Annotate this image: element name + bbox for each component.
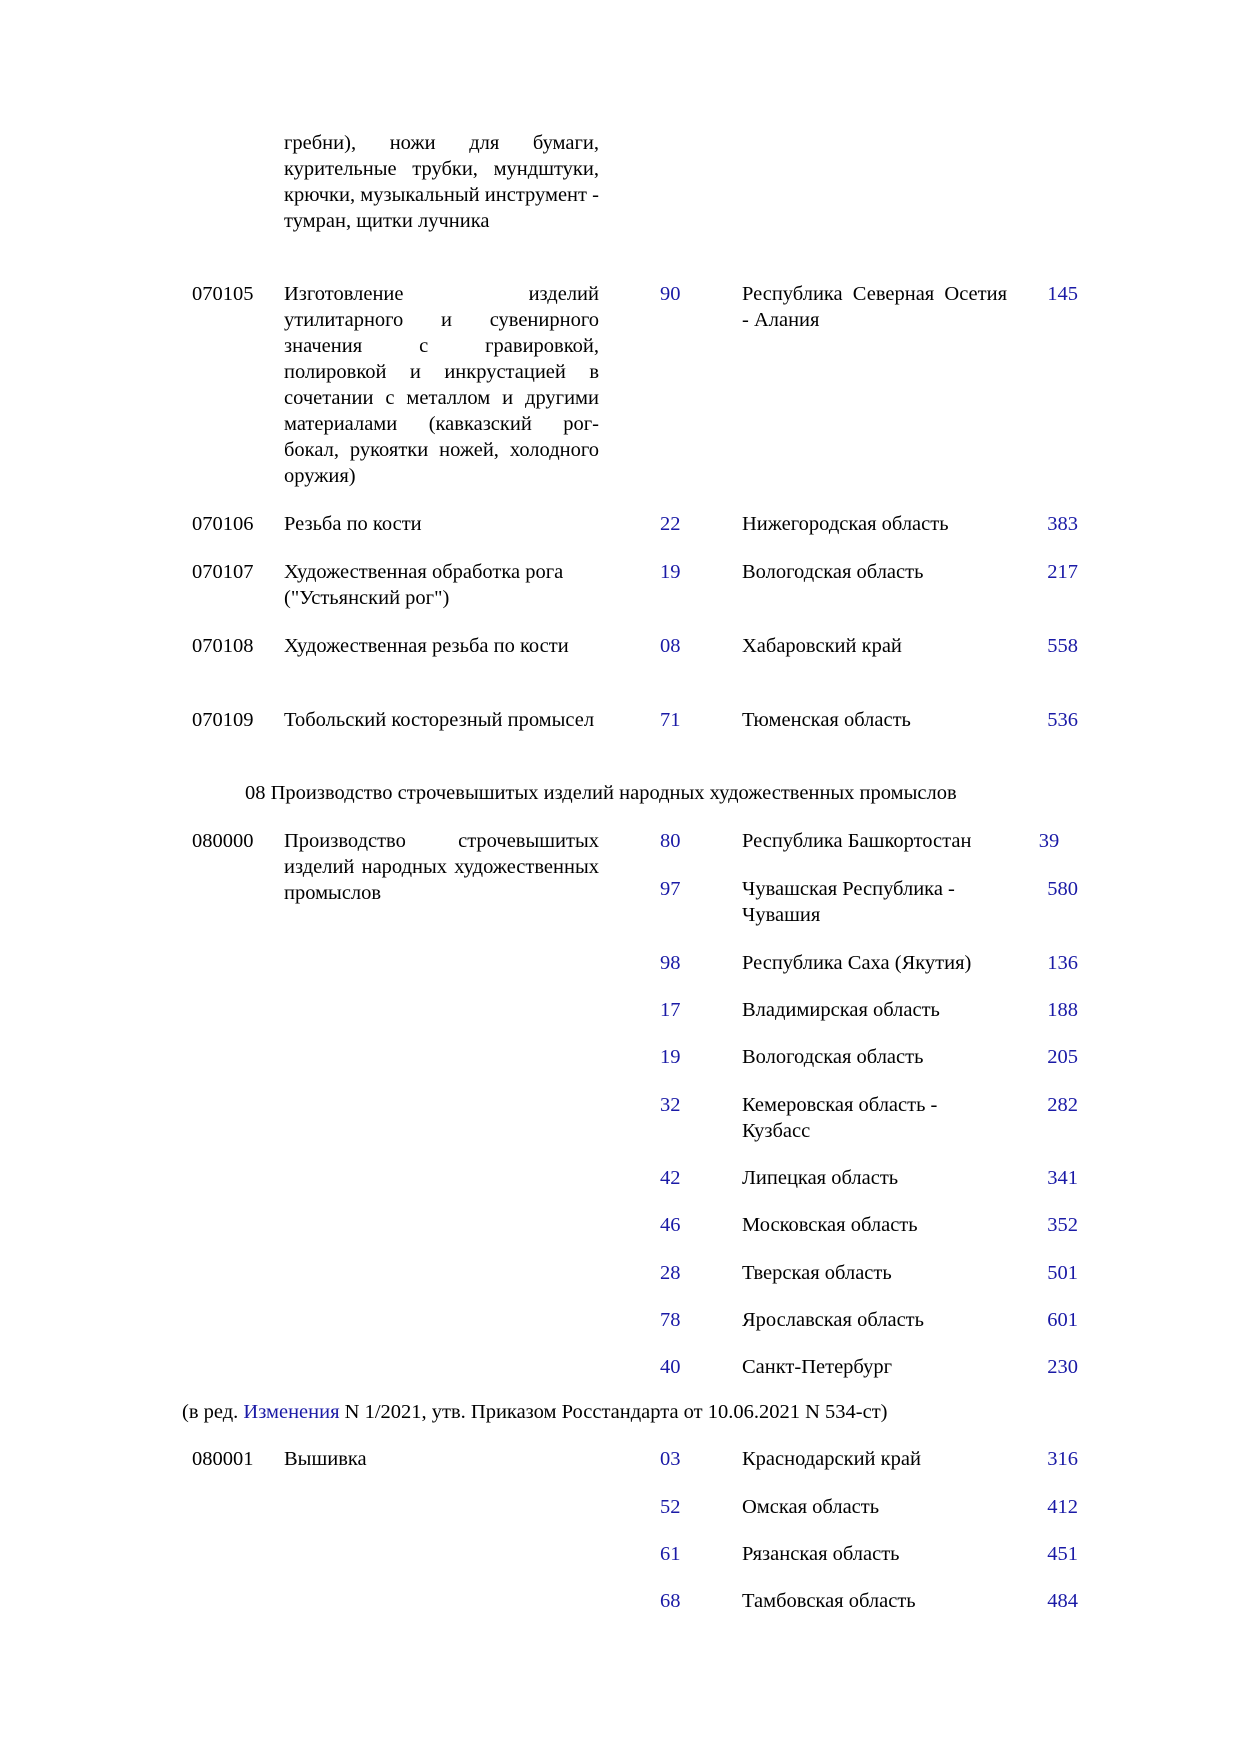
region-name: Республика Северная Осетия - Алания <box>742 283 1007 331</box>
place-number-link[interactable]: 383 <box>1047 513 1078 535</box>
region-name: Ярославская область <box>742 1309 924 1331</box>
okved-code: 070107 <box>192 561 254 583</box>
region-name: Чувашская Республика - Чувашия <box>742 878 955 926</box>
region-name: Вологодская область <box>742 1046 924 1068</box>
region-code-link[interactable]: 78 <box>660 1309 681 1331</box>
place-number-link[interactable]: 217 <box>1047 561 1078 583</box>
region-name: Республика Саха (Якутия) <box>742 952 972 974</box>
okved-code: 070105 <box>192 283 254 305</box>
place-number-link[interactable]: 601 <box>1047 1309 1078 1331</box>
region-name: Тюменская область <box>742 709 911 731</box>
place-number-link[interactable]: 352 <box>1047 1214 1078 1236</box>
region-code-link[interactable]: 80 <box>660 830 681 852</box>
region-code-link[interactable]: 52 <box>660 1496 681 1518</box>
region-code-link[interactable]: 61 <box>660 1543 681 1565</box>
place-number-link[interactable]: 145 <box>1047 283 1078 305</box>
place-number-link[interactable]: 536 <box>1047 709 1078 731</box>
place-number-link[interactable]: 341 <box>1047 1167 1078 1189</box>
region-code-link[interactable]: 03 <box>660 1448 681 1470</box>
craft-name: Изготовление изделий утилитарного и сувенирного значения с гравировкой, полировкой и инкрустацией в сочетании с металлом и другими материалами (кавказский рог-бокал, рукоятки ножей, холодного оружия) <box>284 283 599 487</box>
region-code-link[interactable]: 32 <box>660 1094 681 1116</box>
okved-code: 080001 <box>192 1448 254 1470</box>
region-code-link[interactable]: 46 <box>660 1214 681 1236</box>
place-number-link[interactable]: 558 <box>1047 635 1078 657</box>
place-number-link[interactable]: 451 <box>1047 1543 1078 1565</box>
okved-code: 080000 <box>192 830 254 852</box>
amendment-note <box>182 1399 888 1425</box>
region-name: Рязанская область <box>742 1543 900 1565</box>
region-name: Тверская область <box>742 1262 892 1284</box>
place-number-link[interactable]: 501 <box>1047 1262 1078 1284</box>
craft-name: Резьба по кости <box>284 513 422 535</box>
amendment-link[interactable]: Изменения <box>243 1401 340 1423</box>
region-name: Республика Башкортостан <box>742 830 972 852</box>
amendment-prefix: (в ред. <box>182 1401 244 1423</box>
region-code-link[interactable]: 19 <box>660 561 681 583</box>
place-number-link[interactable]: 316 <box>1047 1448 1078 1470</box>
region-name: Нижегородская область <box>742 513 949 535</box>
region-code-link[interactable]: 97 <box>660 878 681 900</box>
place-number-link[interactable]: 205 <box>1047 1046 1078 1068</box>
place-number-link[interactable]: 136 <box>1047 952 1078 974</box>
okved-code: 070109 <box>192 709 254 731</box>
region-code-link[interactable]: 98 <box>660 952 681 974</box>
region-name: Московская область <box>742 1214 918 1236</box>
region-name: Хабаровский край <box>742 635 902 657</box>
region-code-link[interactable]: 22 <box>660 513 681 535</box>
craft-name: Вышивка <box>284 1448 367 1470</box>
place-number-link[interactable]: 484 <box>1047 1590 1078 1612</box>
craft-name: Художественная резьба по кости <box>284 635 569 657</box>
region-code-link[interactable]: 19 <box>660 1046 681 1068</box>
region-code-link[interactable]: 17 <box>660 999 681 1021</box>
place-number-link[interactable]: 580 <box>1047 878 1078 900</box>
section-heading: 08 Производство строчевышитых изделий народных художественных промыслов <box>245 782 957 804</box>
region-name: Краснодарский край <box>742 1448 921 1470</box>
region-code-link[interactable]: 08 <box>660 635 681 657</box>
region-name: Вологодская область <box>742 561 924 583</box>
region-code-link[interactable]: 42 <box>660 1167 681 1189</box>
region-code-link[interactable]: 28 <box>660 1262 681 1284</box>
region-name: Владимирская область <box>742 999 940 1021</box>
place-number-link[interactable]: 282 <box>1047 1094 1078 1116</box>
okved-code: 070106 <box>192 513 254 535</box>
region-name: Тамбовская область <box>742 1590 916 1612</box>
place-number-link[interactable]: 230 <box>1047 1356 1078 1378</box>
region-code-link[interactable]: 40 <box>660 1356 681 1378</box>
place-number-link[interactable]: 412 <box>1047 1496 1078 1518</box>
region-code-link[interactable]: 71 <box>660 709 681 731</box>
amendment-suffix: N 1/2021, утв. Приказом Росстандарта от 10.06.2021 N 534-ст) <box>339 1401 888 1423</box>
continuation-text: гребни), ножи для бумаги, курительные трубки, мундштуки, крючки, музыкальный инструмент - тумран, щитки лучника <box>284 132 599 232</box>
okved-code: 070108 <box>192 635 254 657</box>
place-number-link[interactable]: 39 <box>1038 830 1060 852</box>
place-number-link[interactable]: 188 <box>1047 999 1078 1021</box>
region-name: Липецкая область <box>742 1167 899 1189</box>
craft-name: Тобольский косторезный промысел <box>284 709 595 731</box>
region-code-link[interactable]: 90 <box>660 283 681 305</box>
region-code-link[interactable]: 68 <box>660 1590 681 1612</box>
region-name: Санкт-Петербург <box>742 1356 892 1378</box>
region-name: Омская область <box>742 1496 880 1518</box>
region-name: Кемеровская область - Кузбасс <box>742 1094 938 1142</box>
craft-name: Производство строчевышитых изделий народных художественных промыслов <box>284 830 599 904</box>
craft-name: Художественная обработка рога ("Устьянский рог") <box>284 561 564 609</box>
